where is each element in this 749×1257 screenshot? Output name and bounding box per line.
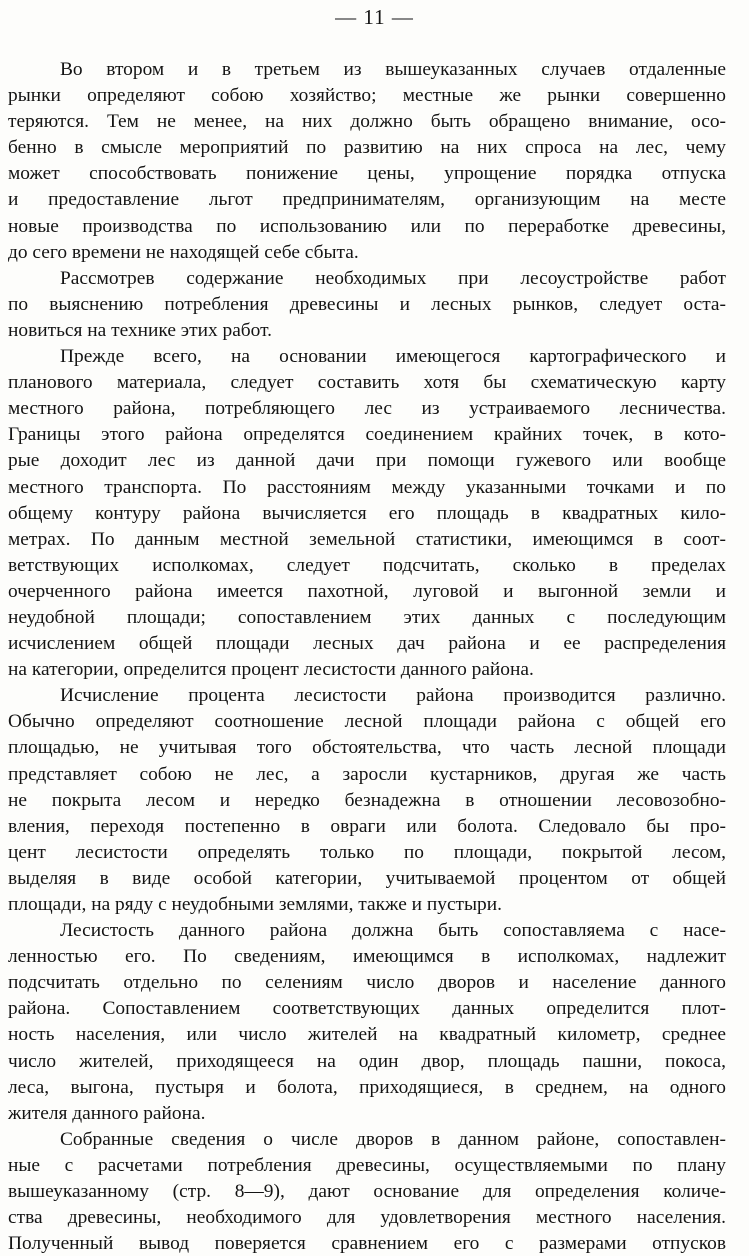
text-line: вления, переходя постепенно в овраги или болота. Следовало бы про- <box>8 815 726 837</box>
page-number: — 11 — <box>335 5 414 29</box>
text-line: Прежде всего, на основании имеющегося картографического и <box>60 346 726 368</box>
text-line: вышеуказанному (стр. 8—9), дают основание для определения количе- <box>8 1181 726 1203</box>
text-line: площади, на ряду с неудобными землями, также и пустыри. <box>8 894 502 915</box>
text-line: рые доходит лес из данной дачи при помощи гужевого или вообще <box>8 450 726 472</box>
text-line: местного транспорта. По расстояниям между указанными точками и по <box>8 476 726 498</box>
text-line: площадью, не учитывая того обстоятельства, что часть лесной площади <box>8 737 726 759</box>
text-body <box>8 57 726 1257</box>
text-line: и предоставление льгот предпринимателям, организующим на месте <box>8 189 726 211</box>
text-line: Полученный вывод поверяется сравнением его с размерами отпусков <box>8 1233 726 1255</box>
paragraph <box>8 1127 726 1257</box>
text-line: Обычно определяют соотношение лесной площади района с общей его <box>8 711 726 733</box>
text-line: может способствовать понижение цены, упрощение порядка отпуска <box>8 163 726 185</box>
text-line: цент лесистости определять только по площади, покрытой лесом, <box>8 841 726 863</box>
text-line: неудобной площади; сопоставлением этих данных с последующим <box>8 606 726 628</box>
text-line: района. Сопоставлением соответствующих данных определится плот- <box>8 998 726 1020</box>
text-line: число жителей, приходящееся на один двор, площадь пашни, покоса, <box>8 1050 726 1072</box>
text-line: метрах. По данным местной земельной статистики, имеющимся в соот- <box>8 528 726 550</box>
text-line: леса, выгона, пустыря и болота, приходящиеся, в среднем, на одного <box>8 1076 726 1098</box>
text-line: подсчитать отдельно по селениям число дворов и население данного <box>8 972 726 994</box>
text-line: Рассмотрев содержание необходимых при лесоустройстве работ <box>60 267 726 289</box>
paragraph <box>8 266 726 344</box>
text-line: Лесистость данного района должна быть сопоставляема с насе- <box>60 920 726 942</box>
text-line: теряются. Тем не менее, на них должно быть обращено внимание, осо- <box>8 111 726 133</box>
text-line: Границы этого района определятся соединением крайних точек, в кото- <box>8 424 726 446</box>
text-line: жителя данного района. <box>8 1102 206 1124</box>
text-line: выделяя в виде особой категории, учитываемой процентом от общей <box>8 867 726 889</box>
text-line: исчислением общей площади лесных дач района и ее распределения <box>8 633 726 655</box>
text-line: бенно в смысле мероприятий по развитию на них спроса на лес, чему <box>8 137 726 159</box>
text-line: очерченного района имеется пахотной, луговой и выгонной земли и <box>8 580 726 602</box>
paragraph <box>8 344 726 683</box>
text-line: до сего времени не находящей себе сбыта. <box>8 241 359 263</box>
text-line: новиться на технике этих работ. <box>8 319 272 341</box>
paragraph <box>8 683 726 918</box>
text-line: ность населения, или число жителей на квадратный километр, среднее <box>8 1024 726 1046</box>
text-line: ные с расчетами потребления древесины, осуществляемыми по плану <box>8 1154 726 1176</box>
text-line: ства древесины, необходимого для удовлетворения местного населения. <box>8 1207 726 1229</box>
text-line: новые производства по использованию или по переработке древесины, <box>8 215 726 237</box>
paragraph <box>8 57 726 266</box>
text-line: планового материала, следует составить хотя бы схематическую карту <box>8 372 726 394</box>
text-line: Во втором и в третьем из вышеуказанных случаев отдаленные <box>60 59 726 80</box>
text-line: Собранные сведения о числе дворов в данном районе, сопоставлен- <box>60 1128 726 1150</box>
text-line: ленностью его. По сведениям, имеющимся в исполкомах, надлежит <box>8 946 726 968</box>
text-line: местного района, потребляющего лес из устраиваемого лесничества. <box>8 398 726 420</box>
text-line: не покрыта лесом и нередко безнадежна в отношении лесовозобно- <box>8 789 726 811</box>
text-line: ветствующих исполкомах, следует подсчитать, сколько в пределах <box>8 554 726 576</box>
text-line: представляет собою не лес, а заросли кустарников, другая же часть <box>8 763 726 785</box>
text-line: общему контуру района вычисляется его площадь в квадратных кило- <box>8 502 726 524</box>
text-line: на категории, определится процент лесистости данного района. <box>8 659 534 681</box>
paragraph <box>8 918 726 1127</box>
text-line: рынки определяют собою хозяйство; местные же рынки совершенно <box>8 85 726 107</box>
text-line: Исчисление процента лесистости района производится различно. <box>60 685 726 707</box>
text-line: по выяснению потребления древесины и лесных рынков, следует оста- <box>8 293 726 315</box>
